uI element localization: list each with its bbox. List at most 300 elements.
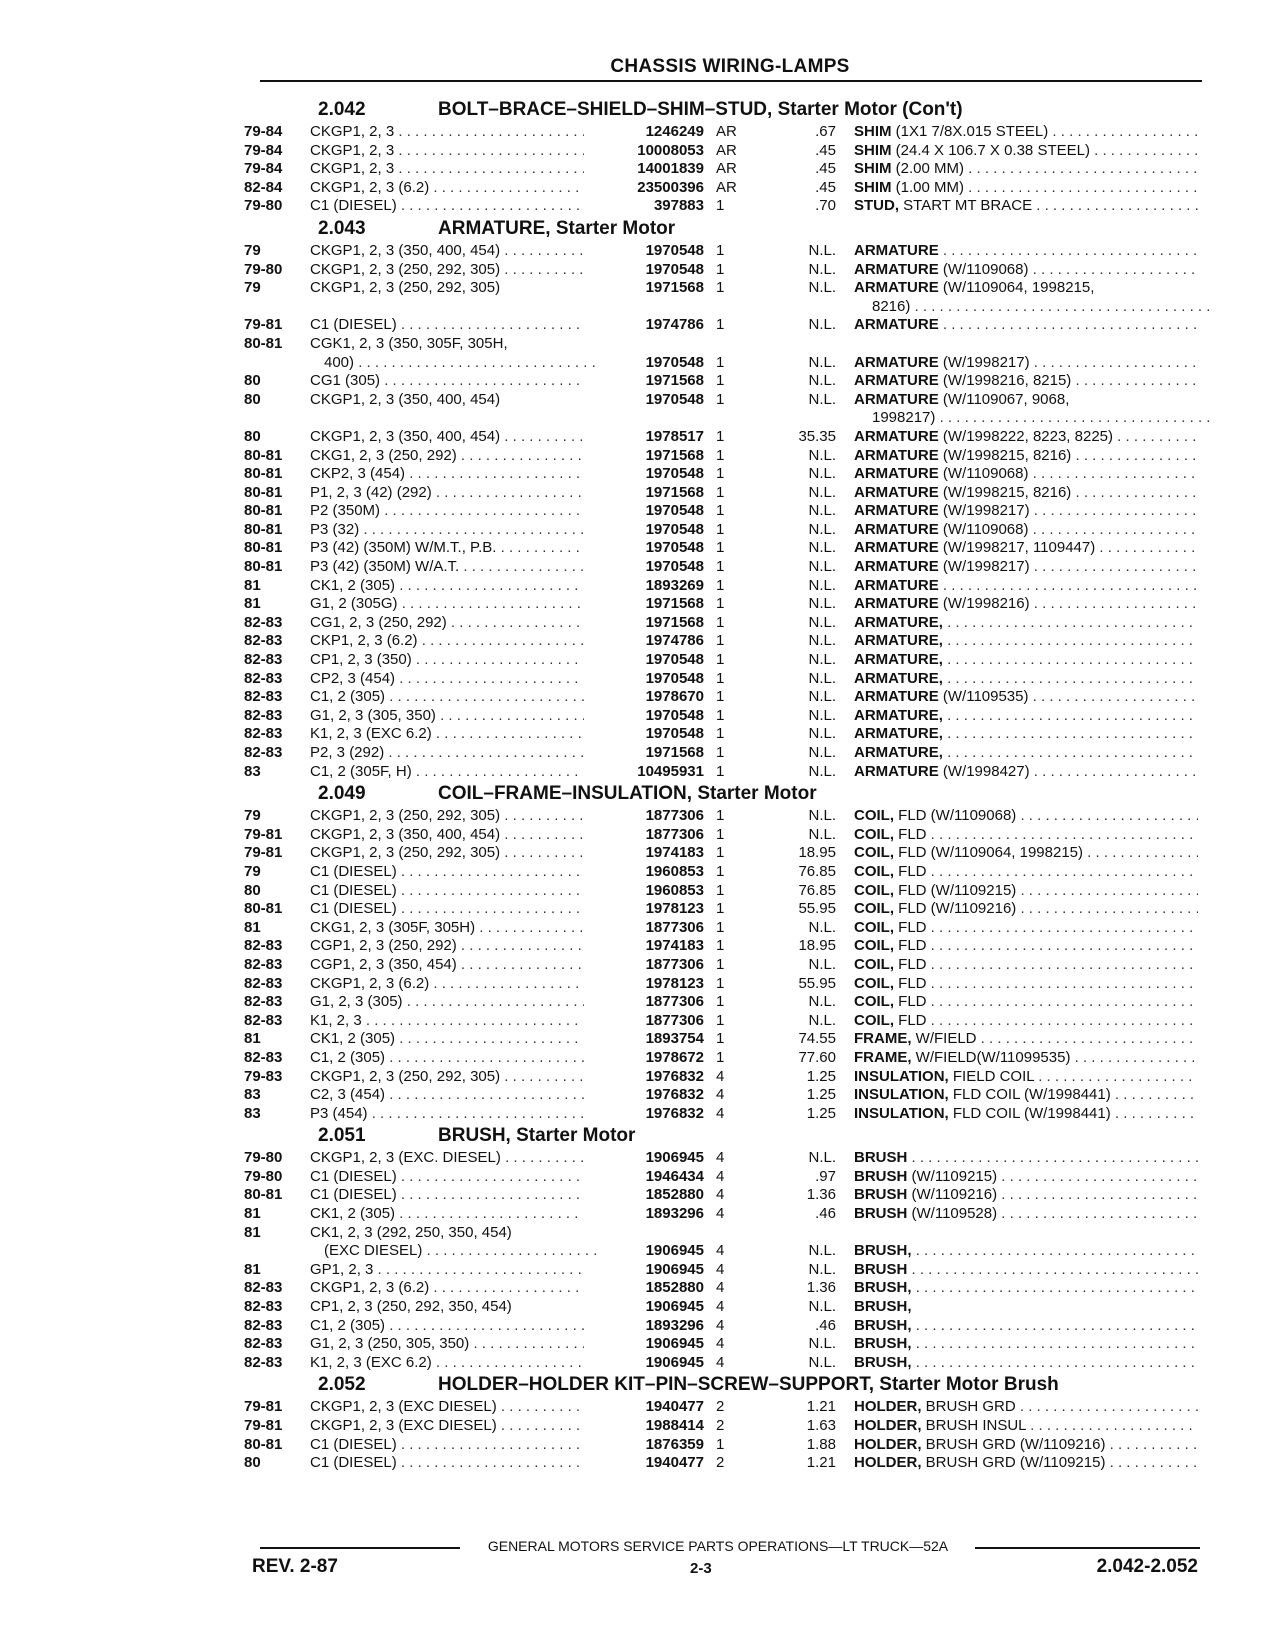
- model-applicability: C1 (DIESEL) . . .: [310, 1454, 584, 1473]
- part-name: COIL,: [854, 1011, 894, 1029]
- price: N.L.: [808, 1260, 836, 1278]
- price: N.L.: [808, 1242, 836, 1260]
- price: N.L.: [808, 390, 836, 408]
- part-name: COIL,: [854, 881, 894, 899]
- part-description: [854, 142, 1198, 161]
- part-detail: FLD COIL (W/1998441): [952, 1104, 1111, 1122]
- model-applicability: C1 (DIESEL) . . .: [310, 882, 584, 901]
- part-detail: (1.00 MM): [895, 178, 965, 196]
- year-range: 82-83: [244, 651, 283, 669]
- table-row: [240, 1030, 1200, 1049]
- part-number: 1970548: [645, 241, 704, 259]
- table-row: [240, 1068, 1200, 1087]
- year-range: 82-83: [244, 688, 283, 706]
- price: 1.25: [806, 1067, 836, 1085]
- table-row: [240, 1168, 1200, 1187]
- model-applicability: C2, 3 (454) . . .: [310, 1086, 584, 1105]
- revision-label: REV. 2-87: [252, 1556, 338, 1577]
- part-number: 1970548: [645, 706, 704, 724]
- model-applicability: CK1, 2, 3 (292, 250, 350, 454): [310, 1223, 512, 1241]
- part-detail: START MT BRACE: [903, 197, 1033, 215]
- part-detail: BRUSH INSUL: [925, 1417, 1026, 1434]
- part-number: 1971568: [645, 279, 704, 297]
- part-number: 1877306: [645, 1011, 704, 1029]
- part-number: 1974786: [645, 632, 704, 650]
- part-number: 1852880: [645, 1186, 704, 1204]
- parts-catalog: [240, 97, 1200, 1473]
- quantity: 1: [716, 937, 725, 955]
- price: N.L.: [808, 807, 836, 825]
- year-range: 79-80: [244, 1167, 283, 1185]
- part-detail: BRUSH GRD (W/1109215): [925, 1454, 1106, 1472]
- quantity: 1: [716, 427, 725, 445]
- table-row: [240, 1398, 1200, 1417]
- part-description: [854, 521, 1198, 540]
- part-description: [854, 1012, 1198, 1031]
- model-applicability: CKGP1, 2, 3 (EXC. DIESEL) . . .: [310, 1149, 584, 1168]
- part-number: 1960853: [645, 881, 704, 899]
- part-name: FRAME,: [854, 1030, 912, 1048]
- model-applicability: CKGP1, 2, 3 (6.2) . . .: [310, 975, 584, 994]
- price: 1.63: [806, 1417, 836, 1434]
- part-name: BRUSH,: [854, 1279, 912, 1297]
- price: N.L.: [808, 688, 836, 706]
- quantity: 1: [716, 862, 725, 880]
- price: N.L.: [808, 669, 836, 687]
- part-detail: (W/1998427): [942, 762, 1030, 780]
- section-range: 2.042-2.052: [1096, 1556, 1198, 1577]
- table-row: [240, 1149, 1200, 1168]
- model-applicability: P3 (32) . . .: [310, 521, 584, 540]
- model-applicability: P3 (42) (350M) W/A.T. . . .: [310, 558, 584, 577]
- year-range: 80-81: [244, 502, 283, 520]
- part-number: 1978670: [645, 688, 704, 706]
- table-row: [240, 316, 1200, 335]
- year-range: 79: [244, 807, 261, 825]
- table-row: [240, 1086, 1200, 1105]
- year-range: 80-81: [244, 539, 283, 557]
- part-number: 1976832: [645, 1104, 704, 1122]
- part-number: 1940477: [645, 1398, 704, 1416]
- part-description: [854, 123, 1198, 142]
- part-number: 1976832: [645, 1067, 704, 1085]
- quantity: 1: [716, 900, 725, 918]
- part-description: [854, 688, 1198, 707]
- table-row: [240, 807, 1200, 826]
- quantity: 4: [716, 1353, 725, 1371]
- part-name: ARMATURE,: [854, 651, 943, 669]
- quantity: 1: [716, 1030, 725, 1048]
- quantity: 1: [716, 558, 725, 576]
- part-name: ARMATURE: [854, 372, 939, 390]
- table-row: [240, 1335, 1200, 1354]
- part-name: ARMATURE: [854, 241, 939, 259]
- part-name: COIL,: [854, 955, 894, 973]
- model-applicability: CKP2, 3 (454) . . .: [310, 465, 584, 484]
- quantity: 4: [716, 1186, 725, 1204]
- section-number: 2.042: [318, 99, 366, 120]
- table-row: [240, 1417, 1200, 1436]
- part-number: 1974183: [645, 844, 704, 862]
- price: 1.21: [806, 1454, 836, 1472]
- model-applicability: CKG1, 2, 3 (305F, 305H) . . .: [310, 919, 584, 938]
- part-description: [854, 1436, 1198, 1455]
- part-description: [854, 1205, 1198, 1224]
- year-range: 79: [244, 241, 261, 259]
- year-range: 80: [244, 427, 261, 445]
- year-range: 82-83: [244, 725, 283, 743]
- year-range: 79-81: [244, 1398, 283, 1416]
- part-detail: FLD: [898, 993, 927, 1011]
- table-row: [240, 539, 1200, 558]
- part-description: [854, 707, 1198, 726]
- part-name: BRUSH,: [854, 1335, 912, 1353]
- part-number: 1978672: [645, 1048, 704, 1066]
- part-detail: (W/1998217): [942, 558, 1030, 576]
- part-detail: (W/1109068): [942, 520, 1029, 538]
- table-row: [240, 409, 1200, 428]
- price: N.L.: [808, 918, 836, 936]
- price: 1.88: [806, 1435, 836, 1453]
- table-row: [240, 1186, 1200, 1205]
- price: 1.25: [806, 1086, 836, 1104]
- year-range: 80-81: [244, 483, 283, 501]
- part-description: [854, 1049, 1198, 1068]
- model-applicability: G1, 2, 3 (305, 350) . . .: [310, 707, 584, 726]
- part-description: [854, 937, 1198, 956]
- part-name: ARMATURE: [854, 446, 939, 464]
- part-number: 1906945: [645, 1260, 704, 1278]
- table-row: [240, 354, 1200, 373]
- quantity: 1: [716, 762, 725, 780]
- model-applicability: CP2, 3 (454) . . .: [310, 670, 584, 689]
- table-row: [240, 1049, 1200, 1068]
- part-name: ARMATURE: [854, 520, 939, 538]
- model-applicability: CKGP1, 2, 3 . . .: [310, 123, 584, 142]
- part-description: [854, 484, 1198, 503]
- part-name: INSULATION,: [854, 1104, 949, 1122]
- year-range: 80: [244, 390, 261, 408]
- part-description: [854, 763, 1198, 782]
- price: N.L.: [808, 576, 836, 594]
- part-description: [854, 1068, 1198, 1087]
- table-row: [240, 1279, 1200, 1298]
- price: N.L.: [808, 502, 836, 520]
- table-row: [240, 261, 1200, 280]
- part-description: [854, 316, 1198, 335]
- part-description: [854, 409, 1216, 428]
- part-description: [854, 391, 1198, 410]
- part-number: 1877306: [645, 955, 704, 973]
- part-number: 1971568: [645, 372, 704, 390]
- price: N.L.: [808, 1335, 836, 1353]
- part-detail: (W/1998215, 8216): [942, 483, 1072, 501]
- part-description: [854, 465, 1198, 484]
- part-description: [854, 160, 1198, 179]
- part-description: [854, 1242, 1198, 1261]
- model-applicability: C1 (DIESEL) . . .: [310, 316, 584, 335]
- model-applicability: CKGP1, 2, 3 (EXC DIESEL) . . .: [310, 1398, 584, 1417]
- part-number: 1893296: [645, 1316, 704, 1334]
- year-range: 82-83: [244, 1335, 283, 1353]
- model-applicability: GP1, 2, 3 . . .: [310, 1261, 584, 1280]
- quantity: 1: [716, 372, 725, 390]
- part-number: 10495931: [637, 762, 704, 780]
- model-applicability: CKP1, 2, 3 (6.2) . . .: [310, 632, 584, 651]
- part-number: 1946434: [645, 1167, 704, 1185]
- part-name: COIL,: [854, 974, 894, 992]
- year-range: 80: [244, 881, 261, 899]
- year-range: 79-80: [244, 1149, 283, 1167]
- quantity: 4: [716, 1279, 725, 1297]
- part-name: HOLDER,: [854, 1417, 922, 1434]
- part-name: INSULATION,: [854, 1067, 949, 1085]
- price: N.L.: [808, 744, 836, 761]
- year-range: 82-83: [244, 613, 283, 631]
- quantity: 1: [716, 825, 725, 843]
- table-row: [240, 577, 1200, 596]
- part-detail: (W/1998217): [942, 502, 1030, 520]
- model-applicability: C1 (DIESEL) . . .: [310, 197, 584, 216]
- part-name: ARMATURE,: [854, 669, 943, 687]
- part-name: ARMATURE: [854, 465, 939, 483]
- part-name: ARMATURE: [854, 279, 939, 297]
- price: 76.85: [798, 862, 836, 880]
- title-rule: [260, 80, 1202, 82]
- part-detail: (1X1 7/8X.015 STEEL): [895, 123, 1049, 140]
- part-name: INSULATION,: [854, 1086, 949, 1104]
- part-number: 1970548: [645, 651, 704, 669]
- table-row: [240, 900, 1200, 919]
- year-range: 79-83: [244, 1067, 283, 1085]
- table-row: [240, 335, 1200, 354]
- table-row: [240, 1105, 1200, 1124]
- table-row: [240, 558, 1200, 577]
- section-heading: [240, 97, 1200, 123]
- part-description: [854, 1105, 1198, 1124]
- part-description: [854, 975, 1198, 994]
- part-description: [854, 1354, 1198, 1373]
- section-heading: [240, 781, 1200, 807]
- part-number: 1970548: [645, 260, 704, 278]
- quantity: 1: [716, 502, 725, 520]
- part-name: BRUSH: [854, 1205, 908, 1223]
- part-name: BRUSH: [854, 1260, 908, 1278]
- model-applicability: CKGP1, 2, 3 (350, 400, 454) . . .: [310, 826, 584, 845]
- part-number: 1974183: [645, 937, 704, 955]
- part-name: ARMATURE,: [854, 706, 943, 724]
- quantity: 1: [716, 955, 725, 973]
- model-applicability: CKGP1, 2, 3 (250, 292, 305) . . .: [310, 844, 584, 863]
- part-name: ARMATURE: [854, 316, 939, 334]
- table-row: [240, 1242, 1200, 1261]
- part-name: BRUSH: [854, 1149, 908, 1167]
- part-description: [854, 298, 1216, 317]
- quantity: 4: [716, 1316, 725, 1334]
- price: N.L.: [808, 316, 836, 334]
- part-description: [854, 197, 1198, 216]
- year-range: 79-81: [244, 825, 283, 843]
- section-title: BRUSH, Starter Motor: [438, 1125, 636, 1147]
- price: N.L.: [808, 955, 836, 973]
- table-row: [240, 391, 1200, 410]
- year-range: 81: [244, 595, 261, 613]
- model-applicability: CK1, 2 (305) . . .: [310, 577, 584, 596]
- part-number: 1970548: [645, 520, 704, 538]
- quantity: 1: [716, 241, 725, 259]
- model-applicability: G1, 2, 3 (250, 305, 350) . . .: [310, 1335, 584, 1354]
- part-description: [854, 614, 1198, 633]
- part-description: [854, 354, 1198, 373]
- quantity: 1: [716, 260, 725, 278]
- quantity: 1: [716, 197, 725, 215]
- part-name: SHIM: [854, 141, 892, 159]
- model-applicability: CGP1, 2, 3 (250, 292) . . .: [310, 937, 584, 956]
- part-detail: 8216): [872, 297, 911, 315]
- part-description: [854, 179, 1198, 198]
- model-applicability: 400) . . .: [310, 354, 598, 373]
- footer-publisher: GENERAL MOTORS SERVICE PARTS OPERATIONS—LT TRUCK—52A: [487, 1538, 949, 1554]
- quantity: 4: [716, 1149, 725, 1167]
- part-name: SHIM: [854, 160, 892, 178]
- quantity: 4: [716, 1335, 725, 1353]
- model-applicability: K1, 2, 3 . . .: [310, 1012, 584, 1031]
- price: .45: [815, 178, 836, 196]
- table-row: [240, 142, 1200, 161]
- year-range: 82-83: [244, 937, 283, 955]
- model-applicability: C1 (DIESEL) . . .: [310, 1168, 584, 1187]
- price: 74.55: [798, 1030, 836, 1048]
- part-description: [854, 1417, 1198, 1436]
- table-row: [240, 670, 1200, 689]
- quantity: 1: [716, 844, 725, 862]
- table-row: [240, 956, 1200, 975]
- part-number: 1940477: [645, 1454, 704, 1472]
- price: 18.95: [798, 937, 836, 955]
- price: N.L.: [808, 279, 836, 297]
- part-number: 397883: [653, 197, 704, 215]
- year-range: 80-81: [244, 520, 283, 538]
- model-applicability: C1 (DIESEL) . . .: [310, 900, 584, 919]
- part-number: 1971568: [645, 483, 704, 501]
- price: N.L.: [808, 1298, 836, 1316]
- footer-rule-right: [975, 1547, 1200, 1549]
- part-number: 1877306: [645, 918, 704, 936]
- quantity: 2: [716, 1454, 725, 1472]
- quantity: 1: [716, 993, 725, 1011]
- part-description: [854, 1086, 1198, 1105]
- table-row: [240, 707, 1200, 726]
- table-row: [240, 688, 1200, 707]
- quantity: 4: [716, 1242, 725, 1260]
- table-row: [240, 975, 1200, 994]
- part-detail: (W/1109216): [911, 1186, 998, 1204]
- year-range: 83: [244, 1104, 261, 1122]
- part-number: 1970548: [645, 390, 704, 408]
- model-applicability: CGP1, 2, 3 (350, 454) . . .: [310, 956, 584, 975]
- part-name: ARMATURE,: [854, 613, 943, 631]
- part-detail: (W/1998216): [942, 595, 1030, 613]
- price: 1.21: [806, 1398, 836, 1416]
- part-number: 1970548: [645, 465, 704, 483]
- model-applicability: P3 (42) (350M) W/M.T., P.B. . . .: [310, 539, 584, 558]
- model-applicability: CKG1, 2, 3 (250, 292) . . .: [310, 447, 584, 466]
- part-number: 1906945: [645, 1335, 704, 1353]
- model-applicability: P2, 3 (292) . . .: [310, 744, 584, 763]
- part-detail: W/FIELD(W/11099535): [915, 1048, 1071, 1066]
- table-row: [240, 484, 1200, 503]
- part-description: [854, 595, 1198, 614]
- model-applicability: C1, 2 (305F, H) . . .: [310, 763, 584, 782]
- table-row: [240, 744, 1200, 763]
- model-applicability: CKGP1, 2, 3 . . .: [310, 160, 584, 179]
- table-row: [240, 595, 1200, 614]
- quantity: 1: [716, 483, 725, 501]
- section-number: 2.049: [318, 783, 366, 805]
- table-row: [240, 725, 1200, 744]
- part-number: 1877306: [645, 993, 704, 1011]
- quantity: 1: [716, 353, 725, 371]
- table-row: [240, 844, 1200, 863]
- part-number: 1978517: [645, 427, 704, 445]
- part-description: [854, 577, 1198, 596]
- price: .67: [815, 123, 836, 140]
- table-row: [240, 179, 1200, 198]
- part-name: ARMATURE: [854, 502, 939, 520]
- part-description: [854, 279, 1198, 298]
- year-range: 79-84: [244, 123, 283, 140]
- part-name: COIL,: [854, 900, 894, 918]
- quantity: 4: [716, 1104, 725, 1122]
- part-name: ARMATURE: [854, 762, 939, 780]
- year-range: 81: [244, 1260, 261, 1278]
- year-range: 82-83: [244, 1048, 283, 1066]
- table-row: [240, 160, 1200, 179]
- table-row: [240, 1354, 1200, 1373]
- section-number: 2.052: [318, 1374, 366, 1396]
- part-number: 1876359: [645, 1435, 704, 1453]
- part-detail: (W/1998222, 8223, 8225): [942, 427, 1114, 445]
- part-name: HOLDER,: [854, 1454, 922, 1472]
- model-applicability: K1, 2, 3 (EXC 6.2) . . .: [310, 725, 584, 744]
- quantity: 1: [716, 974, 725, 992]
- part-number: 1978123: [645, 974, 704, 992]
- part-name: BRUSH,: [854, 1242, 912, 1260]
- quantity: 1: [716, 651, 725, 669]
- part-detail: (W/1998217, 1109447): [942, 539, 1096, 557]
- table-row: [240, 614, 1200, 633]
- part-detail: (W/1109528): [911, 1205, 998, 1223]
- quantity: 1: [716, 1048, 725, 1066]
- part-description: [854, 558, 1198, 577]
- part-number: 1971568: [645, 446, 704, 464]
- part-detail: BRUSH GRD (W/1109216): [925, 1435, 1106, 1453]
- year-range: 79-84: [244, 141, 283, 159]
- table-row: [240, 372, 1200, 391]
- year-range: 81: [244, 1223, 261, 1241]
- year-range: 80-81: [244, 465, 283, 483]
- part-name: HOLDER,: [854, 1435, 922, 1453]
- model-applicability: CG1 (305) . . .: [310, 372, 584, 391]
- quantity: 1: [716, 725, 725, 743]
- part-description: [854, 993, 1198, 1012]
- model-applicability: (EXC DIESEL) . . .: [310, 1242, 598, 1261]
- section-number: 2.051: [318, 1125, 366, 1147]
- model-applicability: P1, 2, 3 (42) (292) . . .: [310, 484, 584, 503]
- price: .97: [815, 1167, 836, 1185]
- year-range: 82-83: [244, 1298, 283, 1316]
- part-name: BRUSH: [854, 1167, 908, 1185]
